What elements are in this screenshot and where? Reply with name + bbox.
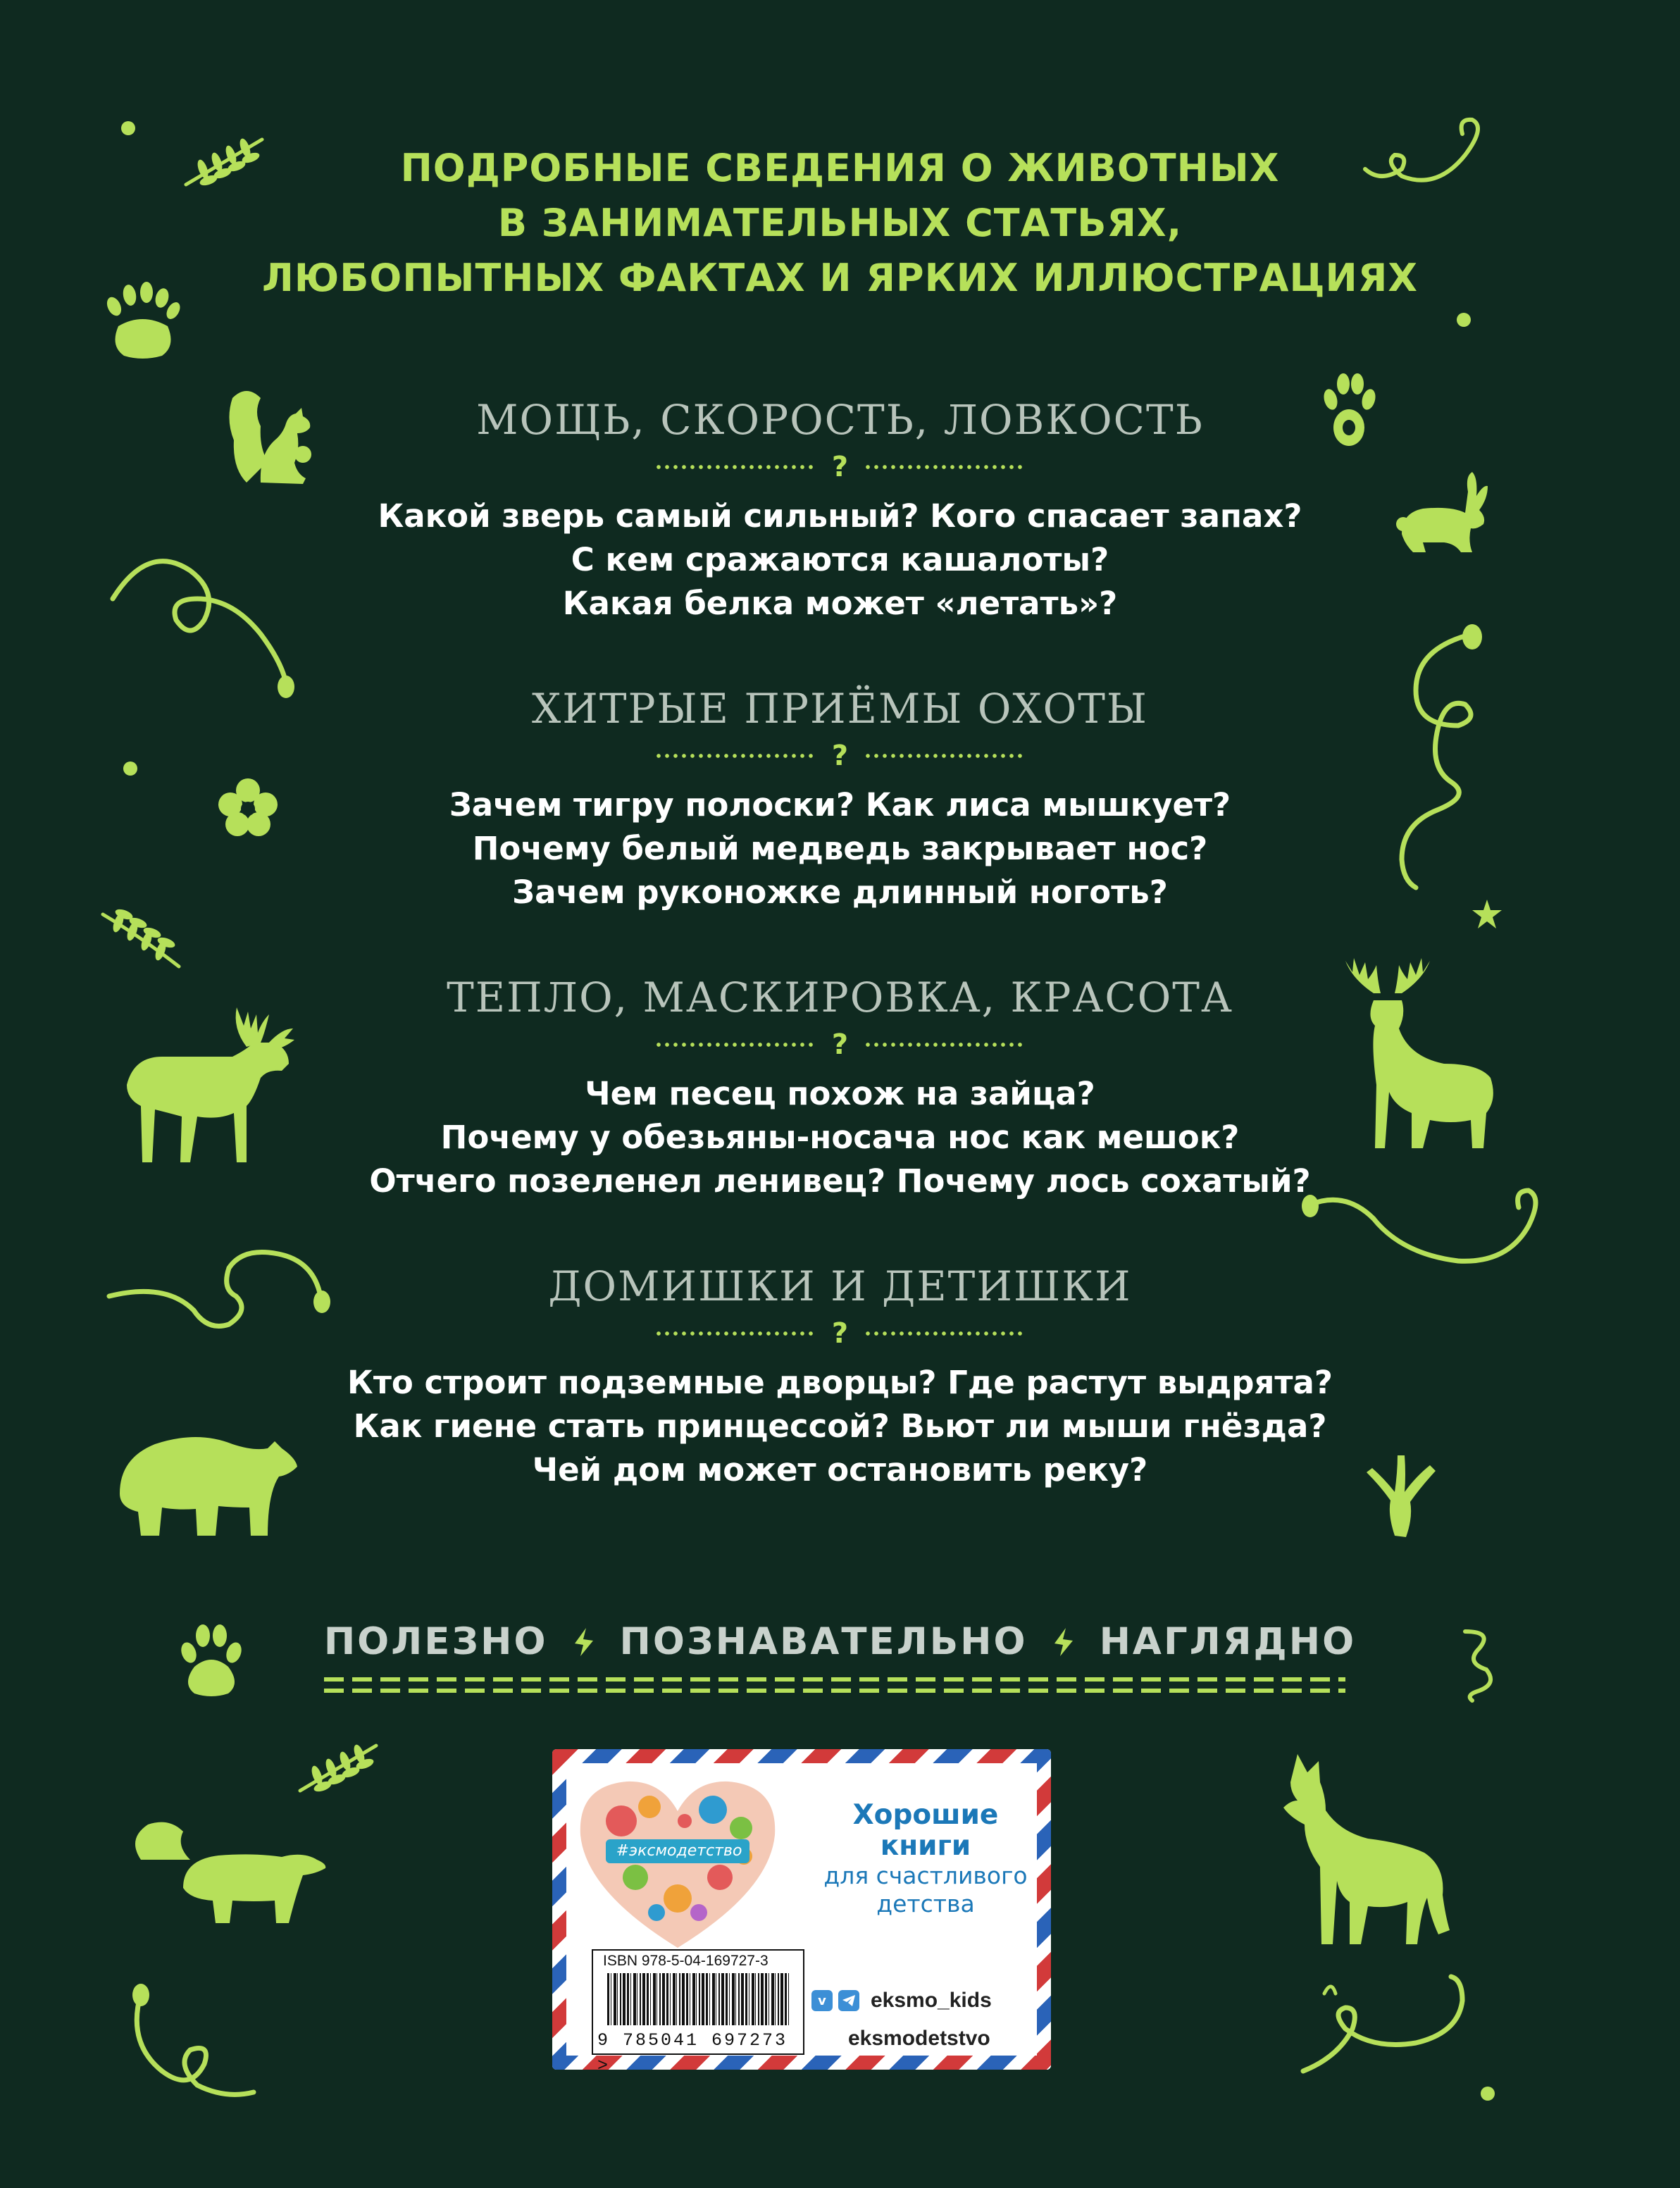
card-body <box>566 1763 1037 2070</box>
slogan <box>820 1800 1031 1918</box>
slogan-line: для счастливого <box>823 1862 1028 1889</box>
section-title: ХИТРЫЕ ПРИЁМЫ ОХОТЫ <box>532 685 1148 733</box>
dot-icon <box>120 120 137 137</box>
question-mark-icon: ? <box>831 451 849 483</box>
tagline <box>0 1620 1680 1663</box>
section-separator <box>0 449 1680 485</box>
section-title: ДОМИШКИ И ДЕТИШКИ <box>548 1262 1132 1310</box>
isbn: ISBN 978-5-04-169727-3 <box>592 1949 804 1970</box>
skunk-icon <box>127 1817 331 1930</box>
question: Какая белка может «летать»? <box>562 585 1118 622</box>
slogan-line: книги <box>880 1830 971 1862</box>
section-title: ТЕПЛО, МАСКИРОВКА, КРАСОТА <box>447 974 1233 1021</box>
intro-line: ПОДРОБНЫЕ СВЕДЕНИЯ О ЖИВОТНЫХ <box>400 146 1280 190</box>
question: Чем песец похож на зайца? <box>585 1075 1095 1112</box>
section-hunting <box>0 680 1680 914</box>
dashed-divider <box>324 1677 1345 1696</box>
question: Отчего позеленел ленивец? Почему лось сохатый? <box>369 1162 1311 1200</box>
dotted-rule <box>864 1043 1026 1047</box>
section-separator <box>0 738 1680 773</box>
dotted-rule <box>864 1331 1026 1336</box>
question: Почему у обезьяны-носача нос как мешок? <box>440 1119 1240 1156</box>
question: Зачем тигру полоски? Как лиса мышкует? <box>449 786 1231 823</box>
dotted-rule <box>864 754 1026 758</box>
isbn-block <box>592 1949 803 2070</box>
sparkle-icon <box>572 1627 596 1658</box>
social-links <box>811 1989 992 2013</box>
publisher-card <box>552 1749 1051 2070</box>
question-list <box>0 495 1680 626</box>
question: Как гиене стать принцессой? Вьют ли мыши гнёзда? <box>353 1407 1327 1445</box>
question: С кем сражаются кашалоты? <box>571 541 1109 578</box>
swirl-icon <box>127 1987 261 2106</box>
sparkle-icon <box>1052 1627 1076 1658</box>
tagline-word: НАГЛЯДНО <box>1099 1620 1357 1663</box>
telegram-icon[interactable] <box>838 1990 859 2011</box>
question-mark-icon: ? <box>831 1028 849 1061</box>
dotted-rule <box>654 1331 816 1336</box>
leaf-branch-icon <box>296 1740 380 1796</box>
intro-heading <box>0 141 1680 306</box>
hashtag-label: #эксмодетство <box>616 1842 742 1860</box>
section-power <box>0 392 1680 626</box>
question: Чей дом может остановить реку? <box>532 1451 1148 1488</box>
barcode-number: 9 785041 697273 > <box>592 2028 804 2055</box>
dotted-rule <box>654 754 816 758</box>
leaf-branch-icon <box>99 909 183 972</box>
section-title: МОЩЬ, СКОРОСТЬ, ЛОВКОСТЬ <box>476 396 1204 444</box>
intro-line: В ЗАНИМАТЕЛЬНЫХ СТАТЬЯХ, <box>497 201 1183 245</box>
heart-logo <box>572 1772 783 1958</box>
section-homes <box>0 1258 1680 1492</box>
slogan-line: детства <box>876 1890 975 1917</box>
tagline-word: ПОЛЕЗНО <box>323 1620 548 1663</box>
swirl-icon <box>1296 1965 1479 2085</box>
dot-icon <box>1479 2085 1496 2102</box>
question-list <box>0 783 1680 914</box>
tagline-word: ПОЗНАВАТЕЛЬНО <box>619 1620 1028 1663</box>
question-mark-icon: ? <box>831 740 849 772</box>
slogan-line: Хорошие <box>852 1799 999 1831</box>
social-handle[interactable]: eksmo_kids <box>871 1989 992 2012</box>
section-camouflage <box>0 969 1680 1203</box>
dot-icon <box>1455 311 1472 328</box>
section-separator <box>0 1027 1680 1062</box>
dotted-rule <box>864 465 1026 469</box>
intro-line: ЛЮБОПЫТНЫХ ФАКТАХ И ЯРКИХ ИЛЛЮСТРАЦИЯХ <box>262 256 1418 300</box>
question: Почему белый медведь закрывает нос? <box>472 830 1208 867</box>
question-list <box>0 1072 1680 1203</box>
question: Кто строит подземные дворцы? Где растут выдрята? <box>347 1364 1333 1401</box>
question-mark-icon: ? <box>831 1317 849 1350</box>
question-list <box>0 1361 1680 1492</box>
vk-icon[interactable]: v <box>811 1990 833 2011</box>
section-separator <box>0 1316 1680 1351</box>
wolf-icon <box>1276 1740 1452 1951</box>
website[interactable]: eksmodetstvo <box>848 2027 990 2050</box>
dotted-rule <box>654 1043 816 1047</box>
barcode <box>592 1970 804 2028</box>
question: Зачем руконожке длинный ноготь? <box>512 874 1168 911</box>
question: Какой зверь самый сильный? Кого спасает запах? <box>378 497 1302 535</box>
dotted-rule <box>654 465 816 469</box>
